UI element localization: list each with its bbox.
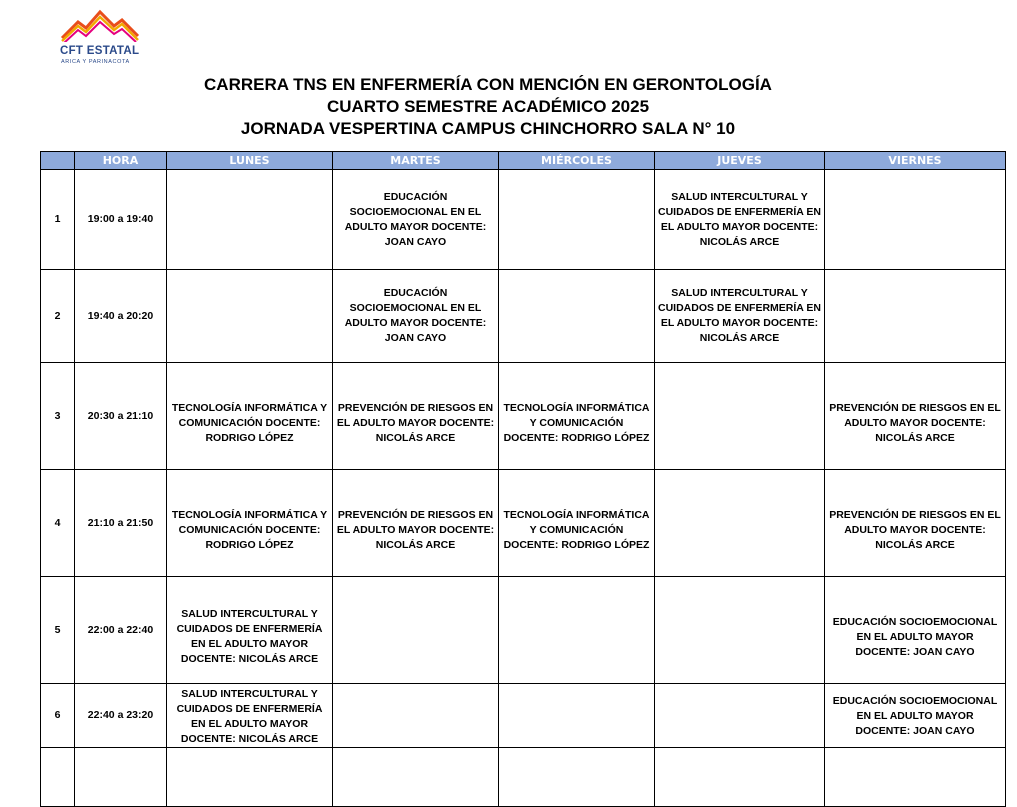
cell-viernes: [825, 748, 1006, 807]
cell-martes: PREVENCIÓN DE RIESGOS EN EL ADULTO MAYOR DOCENTE: NICOLÁS ARCE: [333, 470, 499, 577]
header-lunes: LUNES: [167, 152, 333, 170]
cell-viernes: [825, 170, 1006, 270]
title-semester: CUARTO SEMESTRE ACADÉMICO 2025: [326, 97, 650, 116]
cell-jueves: [655, 684, 825, 748]
cft-estatal-logo: [58, 8, 142, 68]
cell-martes: [333, 748, 499, 807]
schedule-table: [40, 151, 1006, 807]
cell-jueves: [655, 470, 825, 577]
row-time: [75, 748, 167, 807]
cell-miercoles: [499, 748, 655, 807]
cell-martes: PREVENCIÓN DE RIESGOS EN EL ADULTO MAYOR DOCENTE: NICOLÁS ARCE: [333, 363, 499, 470]
title-career: CARRERA TNS EN ENFERMERÍA CON MENCIÓN EN GERONTOLOGÍA: [204, 75, 772, 94]
row-number: 4: [41, 470, 75, 577]
cell-martes: EDUCACIÓN SOCIOEMOCIONAL EN EL ADULTO MAYOR DOCENTE: JOAN CAYO: [333, 170, 499, 270]
cell-martes: [333, 684, 499, 748]
cell-viernes: PREVENCIÓN DE RIESGOS EN EL ADULTO MAYOR DOCENTE: NICOLÁS ARCE: [825, 470, 1006, 577]
table-row: [41, 170, 1006, 270]
cell-jueves: SALUD INTERCULTURAL Y CUIDADOS DE ENFERMERÍA EN EL ADULTO MAYOR DOCENTE: NICOLÁS ARCE: [655, 270, 825, 363]
cell-lunes: [167, 270, 333, 363]
cell-martes: [333, 577, 499, 684]
cell-viernes: EDUCACIÓN SOCIOEMOCIONAL EN EL ADULTO MAYOR DOCENTE: JOAN CAYO: [825, 577, 1006, 684]
logo-subtitle: ARICA Y PARINACOTA: [61, 59, 130, 65]
cell-lunes: TECNOLOGÍA INFORMÁTICA Y COMUNICACIÓN DOCENTE: RODRIGO LÓPEZ: [167, 363, 333, 470]
cell-lunes: SALUD INTERCULTURAL Y CUIDADOS DE ENFERMERÍA EN EL ADULTO MAYOR DOCENTE: NICOLÁS ARCE: [167, 577, 333, 684]
cell-miercoles: [499, 170, 655, 270]
header-row: [41, 152, 1006, 170]
row-time: 21:10 a 21:50: [75, 470, 167, 577]
header-num: [41, 152, 75, 170]
cell-jueves: [655, 748, 825, 807]
cell-lunes: [167, 748, 333, 807]
row-number: 2: [41, 270, 75, 363]
header-jueves: JUEVES: [655, 152, 825, 170]
cell-jueves: SALUD INTERCULTURAL Y CUIDADOS DE ENFERMERÍA EN EL ADULTO MAYOR DOCENTE: NICOLÁS ARCE: [655, 170, 825, 270]
cell-viernes: EDUCACIÓN SOCIOEMOCIONAL EN EL ADULTO MAYOR DOCENTE: JOAN CAYO: [825, 684, 1006, 748]
table-row: [41, 363, 1006, 470]
mountain-logo-icon: [60, 8, 140, 42]
table-row: [41, 748, 1006, 807]
cell-miercoles: [499, 270, 655, 363]
row-time: 22:40 a 23:20: [75, 684, 167, 748]
row-time: 19:00 a 19:40: [75, 170, 167, 270]
row-number: 6: [41, 684, 75, 748]
cell-miercoles: [499, 684, 655, 748]
cell-viernes: PREVENCIÓN DE RIESGOS EN EL ADULTO MAYOR DOCENTE: NICOLÁS ARCE: [825, 363, 1006, 470]
cell-jueves: [655, 577, 825, 684]
row-number: 1: [41, 170, 75, 270]
table-row: [41, 577, 1006, 684]
header-hora: HORA: [75, 152, 167, 170]
cell-jueves: [655, 363, 825, 470]
cell-lunes: TECNOLOGÍA INFORMÁTICA Y COMUNICACIÓN DOCENTE: RODRIGO LÓPEZ: [167, 470, 333, 577]
table-row: [41, 684, 1006, 748]
title-session: JORNADA VESPERTINA CAMPUS CHINCHORRO SALA N° 10: [240, 119, 736, 138]
cell-lunes: [167, 170, 333, 270]
table-row: [41, 270, 1006, 363]
header-miercoles: MIÉRCOLES: [499, 152, 655, 170]
row-time: 19:40 a 20:20: [75, 270, 167, 363]
logo-name: CFT ESTATAL: [60, 45, 140, 57]
cell-viernes: [825, 270, 1006, 363]
cell-miercoles: TECNOLOGÍA INFORMÁTICA Y COMUNICACIÓN DOCENTE: RODRIGO LÓPEZ: [499, 470, 655, 577]
row-number: 5: [41, 577, 75, 684]
cell-miercoles: [499, 577, 655, 684]
document-titles: [0, 74, 976, 140]
cell-martes: EDUCACIÓN SOCIOEMOCIONAL EN EL ADULTO MAYOR DOCENTE: JOAN CAYO: [333, 270, 499, 363]
row-time: 22:00 a 22:40: [75, 577, 167, 684]
row-time: 20:30 a 21:10: [75, 363, 167, 470]
row-number: [41, 748, 75, 807]
cell-miercoles: TECNOLOGÍA INFORMÁTICA Y COMUNICACIÓN DOCENTE: RODRIGO LÓPEZ: [499, 363, 655, 470]
cell-lunes: SALUD INTERCULTURAL Y CUIDADOS DE ENFERMERÍA EN EL ADULTO MAYOR DOCENTE: NICOLÁS ARCE: [167, 684, 333, 748]
table-row: [41, 470, 1006, 577]
row-number: 3: [41, 363, 75, 470]
header-viernes: VIERNES: [825, 152, 1006, 170]
header-martes: MARTES: [333, 152, 499, 170]
